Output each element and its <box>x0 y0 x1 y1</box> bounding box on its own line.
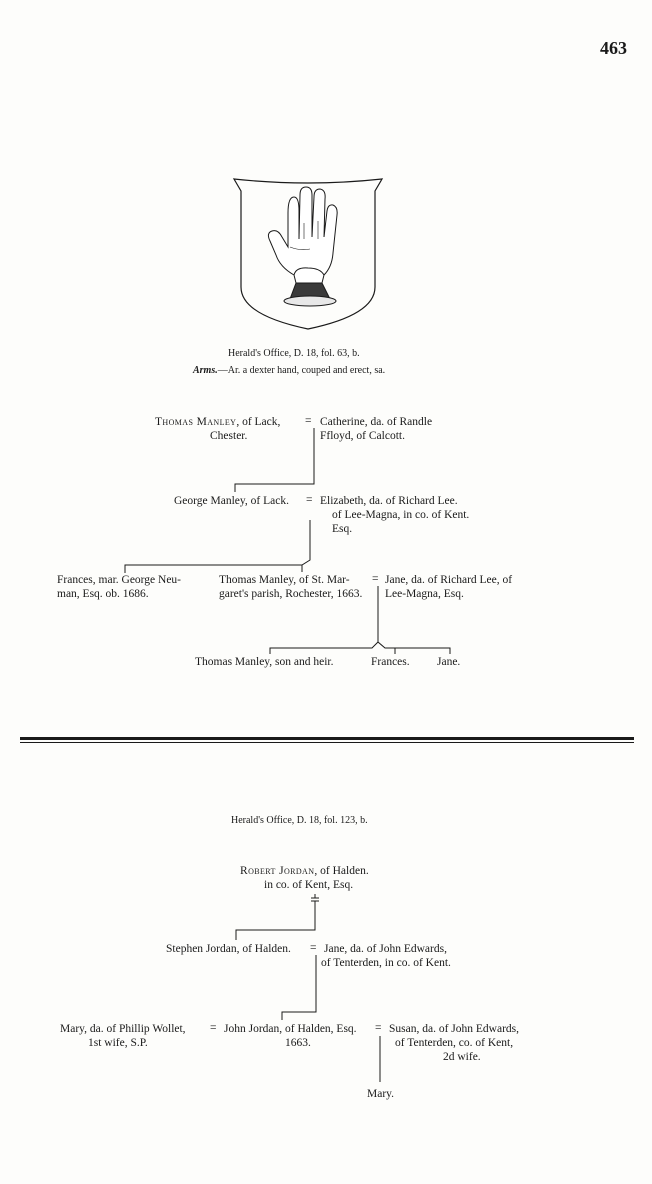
thomas-manley-senior-rest: , of Lack, <box>236 416 281 428</box>
frances-daughter: Frances. <box>371 656 410 668</box>
robert-jordan-place: in co. of Kent, Esq. <box>264 879 354 891</box>
mary-jordan: Mary. <box>367 1088 395 1100</box>
thomas-manley-heir: Thomas Manley, son and heir. <box>195 656 334 668</box>
bottom-source-reference: Herald's Office, D. 18, fol. 123, b. <box>231 815 368 826</box>
arms-text: —Ar. a dexter hand, couped and erect, sa. <box>217 365 386 376</box>
line-gen4-thomas <box>270 642 378 654</box>
stephen-jordan: Stephen Jordan, of Halden. <box>166 943 291 955</box>
john-jordan-line2: 1663. <box>285 1037 311 1049</box>
catherine-ffloyd-line2: Ffloyd, of Calcott. <box>320 430 405 442</box>
page-number: 463 <box>600 38 627 58</box>
thomas-manley-1663-line1: Thomas Manley, of St. Mar- <box>219 574 350 586</box>
top-marriage-sign-2: = <box>306 494 313 506</box>
thomas-manley-senior-place: Chester. <box>210 430 248 442</box>
bottom-marriage-sign-3: = <box>375 1022 382 1034</box>
jane-lee-line1: Jane, da. of Richard Lee, of <box>385 574 513 586</box>
susan-edwards-line2: of Tenterden, co. of Kent, <box>395 1037 514 1049</box>
line-robert-drop <box>236 894 319 940</box>
mary-wollet-line1: Mary, da. of Phillip Wollet, <box>60 1023 186 1035</box>
susan-edwards-line3: 2d wife. <box>443 1051 481 1063</box>
jane-edwards-line1: Jane, da. of John Edwards, <box>324 943 447 955</box>
jane-daughter: Jane. <box>437 656 461 668</box>
robert-jordan-name: Robert Jordan <box>240 865 315 877</box>
elizabeth-lee-line3: Esq. <box>332 523 353 535</box>
george-manley: George Manley, of Lack. <box>174 495 289 507</box>
frances-neuman-line1: Frances, mar. George Neu- <box>57 574 182 586</box>
elizabeth-lee-line2: of Lee-Magna, in co. of Kent. <box>332 509 470 521</box>
frances-neuman-line2: man, Esq. ob. 1686. <box>57 588 149 600</box>
top-marriage-sign-3: = <box>372 573 379 585</box>
line-stephen-to-john <box>282 955 316 1020</box>
mary-wollet-line2: 1st wife, S.P. <box>88 1037 148 1049</box>
top-source-reference: Herald's Office, D. 18, fol. 63, b. <box>228 348 360 359</box>
catherine-ffloyd-line1: Catherine, da. of Randle <box>320 416 433 428</box>
elizabeth-lee-line1: Elizabeth, da. of Richard Lee. <box>320 495 458 507</box>
susan-edwards-line1: Susan, da. of John Edwards, <box>389 1023 519 1035</box>
jane-lee-line2: Lee-Magna, Esq. <box>385 588 464 600</box>
bottom-marriage-sign-1: = <box>310 942 317 954</box>
line-gen3-to-gen4 <box>378 586 450 654</box>
line-gen2-to-gen3 <box>125 520 310 573</box>
arms-label: Arms. <box>193 365 218 376</box>
bottom-marriage-sign-2: = <box>210 1022 217 1034</box>
top-marriage-sign-1: = <box>305 415 312 427</box>
jane-edwards-line2: of Tenterden, in co. of Kent. <box>321 957 451 969</box>
thomas-manley-senior-name: Thomas Manley <box>155 416 237 428</box>
line-gen1-to-gen2 <box>235 428 314 492</box>
robert-jordan-rest: , of Halden. <box>314 865 369 877</box>
john-jordan-line1: John Jordan, of Halden, Esq. <box>224 1023 357 1035</box>
thomas-manley-1663-line2: garet's parish, Rochester, 1663. <box>219 588 363 600</box>
